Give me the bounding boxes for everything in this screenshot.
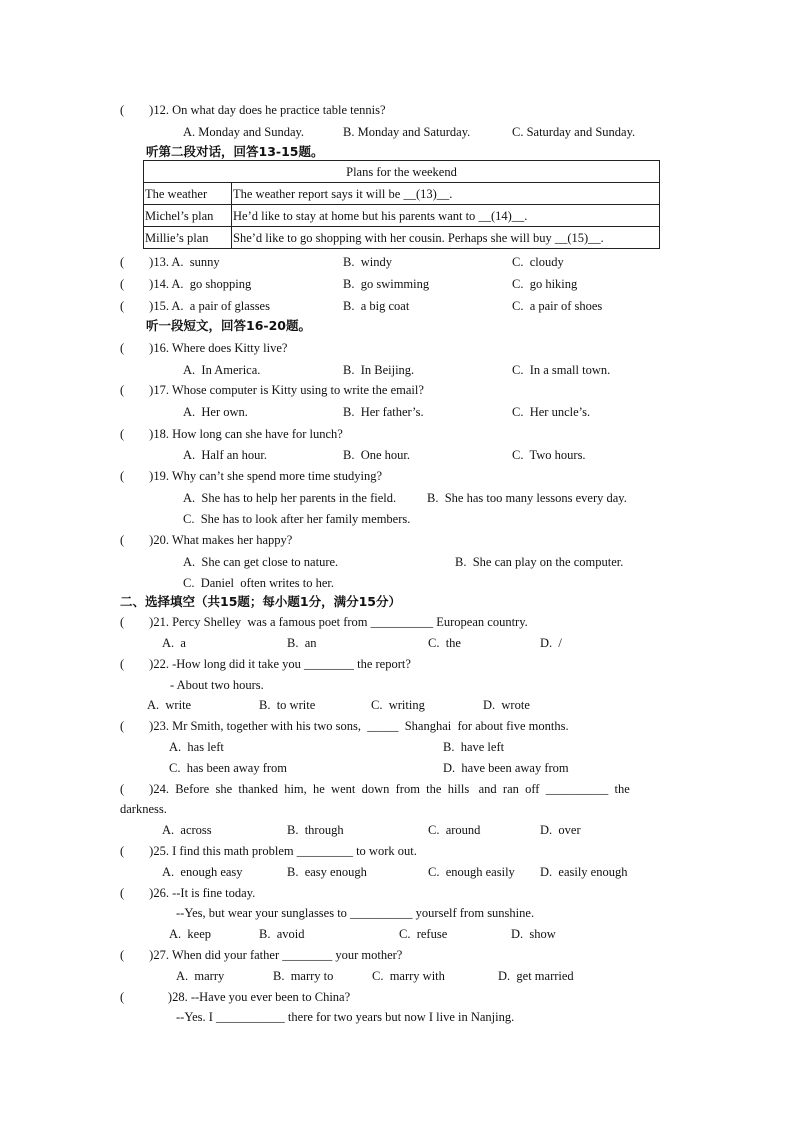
question-26-stem: ( )26. --It is fine today. bbox=[120, 886, 256, 900]
q22-reply: - About two hours. bbox=[170, 678, 264, 692]
q25-option-c: C. enough easily bbox=[428, 865, 515, 879]
q14-option-b: B. go swimming bbox=[343, 277, 430, 291]
q18-option-a: A. Half an hour. bbox=[183, 448, 268, 462]
q26-reply: --Yes, but wear your sunglasses to __________ yourself from sunshine. bbox=[176, 906, 535, 920]
question-19-stem: ( )19. Why can’t she spend more time studying? bbox=[120, 469, 382, 483]
table-row bbox=[144, 227, 660, 249]
q21-option-b: B. an bbox=[287, 636, 317, 650]
table-row bbox=[144, 205, 660, 227]
section2-heading: 二、选择填空（共15题；每小题1分，满分15分） bbox=[120, 594, 401, 609]
q20-option-c: C. Daniel often writes to her. bbox=[183, 576, 335, 590]
question-13-stem: ( )13. A. sunny bbox=[120, 255, 220, 269]
q19-option-c: C. She has to look after her family members. bbox=[183, 512, 411, 526]
q26-option-c: C. refuse bbox=[399, 927, 448, 941]
q16-option-b: B. In Beijing. bbox=[343, 363, 415, 377]
row-content: She’d like to go shopping with her cousin. Perhaps she will buy __(15)__. bbox=[232, 227, 660, 249]
q13-option-b: B. windy bbox=[343, 255, 392, 269]
q12-option-c: C. Saturday and Sunday. bbox=[512, 125, 636, 139]
question-14-stem: ( )14. A. go shopping bbox=[120, 277, 252, 291]
row-content: He’d like to stay at home but his parents want to __(14)__. bbox=[232, 205, 660, 227]
q17-option-a: A. Her own. bbox=[183, 405, 248, 419]
q24-option-c: C. around bbox=[428, 823, 481, 837]
q26-option-d: D. show bbox=[511, 927, 556, 941]
question-20-stem: ( )20. What makes her happy? bbox=[120, 533, 293, 547]
row-label: Millie’s plan bbox=[144, 227, 232, 249]
q23-option-d: D. have been away from bbox=[443, 761, 569, 775]
q27-option-d: D. get married bbox=[498, 969, 574, 983]
q27-option-b: B. marry to bbox=[273, 969, 334, 983]
q25-option-a: A. enough easy bbox=[162, 865, 243, 879]
q24-option-a: A. across bbox=[162, 823, 212, 837]
question-17-stem: ( )17. Whose computer is Kitty using to write the email? bbox=[120, 383, 424, 397]
question-16-stem: ( )16. Where does Kitty live? bbox=[120, 341, 288, 355]
q27-option-a: A. marry bbox=[176, 969, 225, 983]
blank-14: __(14)__. bbox=[478, 208, 528, 223]
q27-option-c: C. marry with bbox=[372, 969, 445, 983]
q22-option-d: D. wrote bbox=[483, 698, 530, 712]
q15-option-c: C. a pair of shoes bbox=[512, 299, 603, 313]
q25-option-d: D. easily enough bbox=[540, 865, 628, 879]
q22-option-a: A. write bbox=[147, 698, 192, 712]
question-18-stem: ( )18. How long can she have for lunch? bbox=[120, 427, 343, 441]
q21-option-d: D. / bbox=[540, 636, 562, 650]
table-row bbox=[144, 183, 660, 205]
q23-option-b: B. have left bbox=[443, 740, 505, 754]
question-12-stem: ( )12. On what day does he practice table tennis? bbox=[120, 103, 386, 117]
q22-option-c: C. writing bbox=[371, 698, 425, 712]
row-label: The weather bbox=[144, 183, 232, 205]
q24-option-d: D. over bbox=[540, 823, 581, 837]
plans-table-title: Plans for the weekend bbox=[144, 161, 660, 183]
q25-option-b: B. easy enough bbox=[287, 865, 367, 879]
q17-option-b: B. Her father’s. bbox=[343, 405, 424, 419]
q28-reply: --Yes. I ___________ there for two years but now I live in Nanjing. bbox=[176, 1010, 515, 1024]
q19-option-b: B. She has too many lessons every day. bbox=[427, 491, 627, 505]
row-content: The weather report says it will be __(13)__. bbox=[232, 183, 660, 205]
blank-15: __(15)__. bbox=[554, 230, 604, 245]
q24-continued: darkness. bbox=[120, 802, 167, 816]
q23-option-a: A. has left bbox=[169, 740, 224, 754]
q19-option-a: A. She has to help her parents in the field. bbox=[183, 491, 397, 505]
q24-option-b: B. through bbox=[287, 823, 344, 837]
dialog2-heading: 听第二段对话，回答13-15题。 bbox=[146, 144, 324, 159]
q13-option-c: C. cloudy bbox=[512, 255, 564, 269]
question-22-stem: ( )22. -How long did it take you ________ the report? bbox=[120, 657, 411, 671]
q16-option-c: C. In a small town. bbox=[512, 363, 611, 377]
question-28-stem: ( )28. --Have you ever been to China? bbox=[120, 990, 351, 1004]
question-25-stem: ( )25. I find this math problem _________ to work out. bbox=[120, 844, 417, 858]
q16-option-a: A. In America. bbox=[183, 363, 261, 377]
q21-option-a: A. a bbox=[162, 636, 186, 650]
q18-option-b: B. One hour. bbox=[343, 448, 411, 462]
row-label: Michel’s plan bbox=[144, 205, 232, 227]
question-24-stem: ( )24. Before she thanked him, he went down from the hills and ran off __________ the bbox=[120, 782, 630, 796]
question-23-stem: ( )23. Mr Smith, together with his two sons, _____ Shanghai for about five months. bbox=[120, 719, 569, 733]
q20-option-a: A. She can get close to nature. bbox=[183, 555, 339, 569]
q23-option-c: C. has been away from bbox=[169, 761, 288, 775]
question-27-stem: ( )27. When did your father ________ your mother? bbox=[120, 948, 403, 962]
q14-option-c: C. go hiking bbox=[512, 277, 578, 291]
passage-heading: 听一段短文，回答16-20题。 bbox=[146, 318, 311, 333]
question-21-stem: ( )21. Percy Shelley was a famous poet from __________ European country. bbox=[120, 615, 528, 629]
question-15-stem: ( )15. A. a pair of glasses bbox=[120, 299, 270, 313]
q20-option-b: B. She can play on the computer. bbox=[455, 555, 624, 569]
q21-option-c: C. the bbox=[428, 636, 461, 650]
q26-option-b: B. avoid bbox=[259, 927, 305, 941]
q12-option-b: B. Monday and Saturday. bbox=[343, 125, 471, 139]
q26-option-a: A. keep bbox=[169, 927, 211, 941]
q17-option-c: C. Her uncle’s. bbox=[512, 405, 591, 419]
plans-table bbox=[143, 160, 660, 249]
q22-option-b: B. to write bbox=[259, 698, 316, 712]
q18-option-c: C. Two hours. bbox=[512, 448, 586, 462]
blank-13: __(13)__. bbox=[403, 186, 453, 201]
q12-option-a: A. Monday and Sunday. bbox=[183, 125, 305, 139]
q15-option-b: B. a big coat bbox=[343, 299, 410, 313]
